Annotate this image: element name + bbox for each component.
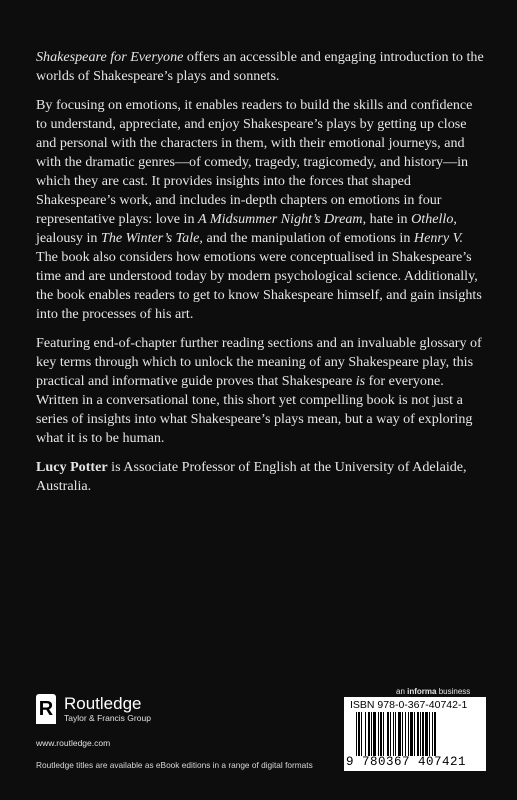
play-title-midsummer: A Midsummer Night’s Dream: [198, 211, 363, 227]
blurb-p2-text-d: , and the manipulation of emotions in: [199, 230, 414, 246]
blurb-p2-text-b: , hate in: [362, 211, 412, 227]
author-name: Lucy Potter: [36, 459, 108, 475]
publisher-group: Taylor & Francis Group: [64, 712, 151, 723]
book-title: Shakespeare for Everyone: [36, 49, 184, 65]
ebook-note: Routledge titles are available as eBook editions in a range of digital formats: [36, 760, 313, 770]
play-title-henry-v: Henry V.: [413, 230, 463, 246]
informa-business-label: [396, 687, 470, 696]
routledge-logo-icon: R: [36, 694, 56, 724]
publisher-website: www.routledge.com: [36, 738, 111, 748]
blurb-p1-text: offers an accessible and engaging introduction to the worlds of Shakespeare’s plays and sonnets.: [36, 49, 484, 84]
emphasis-is: is: [355, 373, 366, 389]
blurb-paragraph-3: [36, 334, 486, 448]
barcode: [344, 697, 486, 771]
blurb-paragraph-1: [36, 48, 486, 86]
publisher-logo: [36, 694, 151, 724]
blurb-p3-text-b: for everyone. Written in a conversational tone, this short yet compelling book is not just a series of insights into what Shakespeare’s plays mean, but a way of exploring what it is to be human.: [36, 373, 473, 446]
informa-suffix: business: [436, 687, 471, 696]
blurb-p2-text-c: , jealousy in: [36, 211, 457, 246]
play-title-winters-tale: The Winter’s Tale: [100, 230, 200, 246]
blurb: [36, 48, 486, 506]
blurb-p2-text-a: By focusing on emotions, it enables readers to build the skills and confidence to understand, appreciate, and enjoy Shakespeare’s plays by getting up close and personal with the characters in them, with their emotional journeys, and with the dramatic genres—of comedy, tragedy, tragicomedy, and history—in which they are cast. It provides insights into the forces that shaped Shakespeare’s work, and includes in-depth chapters on emotions in four representative plays: love in: [36, 97, 473, 227]
author-bio-text: is Associate Professor of English at the University of Adelaide, Australia.: [36, 459, 467, 494]
publisher-name: Routledge: [64, 693, 142, 713]
barcode-bars-icon: [356, 712, 480, 756]
blurb-p2-text-e: The book also considers how emotions were conceptualised in Shakespeare’s time and are understood today by modern psychological science. Additionally, the book enables readers to get to know Shakespeare himself, and gain insights into the processes of his art.: [36, 249, 482, 322]
blurb-p3-text-a: Featuring end-of-chapter further reading sections and an invaluable glossary of key terms through which to unlock the meaning of any Shakespeare play, this practical and informative guide proves that Shakespeare: [36, 335, 482, 389]
blurb-paragraph-2: [36, 96, 486, 324]
author-bio: [36, 458, 486, 496]
isbn-number: ISBN 978-0-367-40742-1: [350, 699, 468, 711]
barcode-digits: 9 780367 407421: [346, 755, 467, 769]
informa-prefix: an: [396, 687, 408, 696]
informa-brand: informa: [407, 687, 437, 696]
play-title-othello: Othello: [411, 211, 454, 227]
